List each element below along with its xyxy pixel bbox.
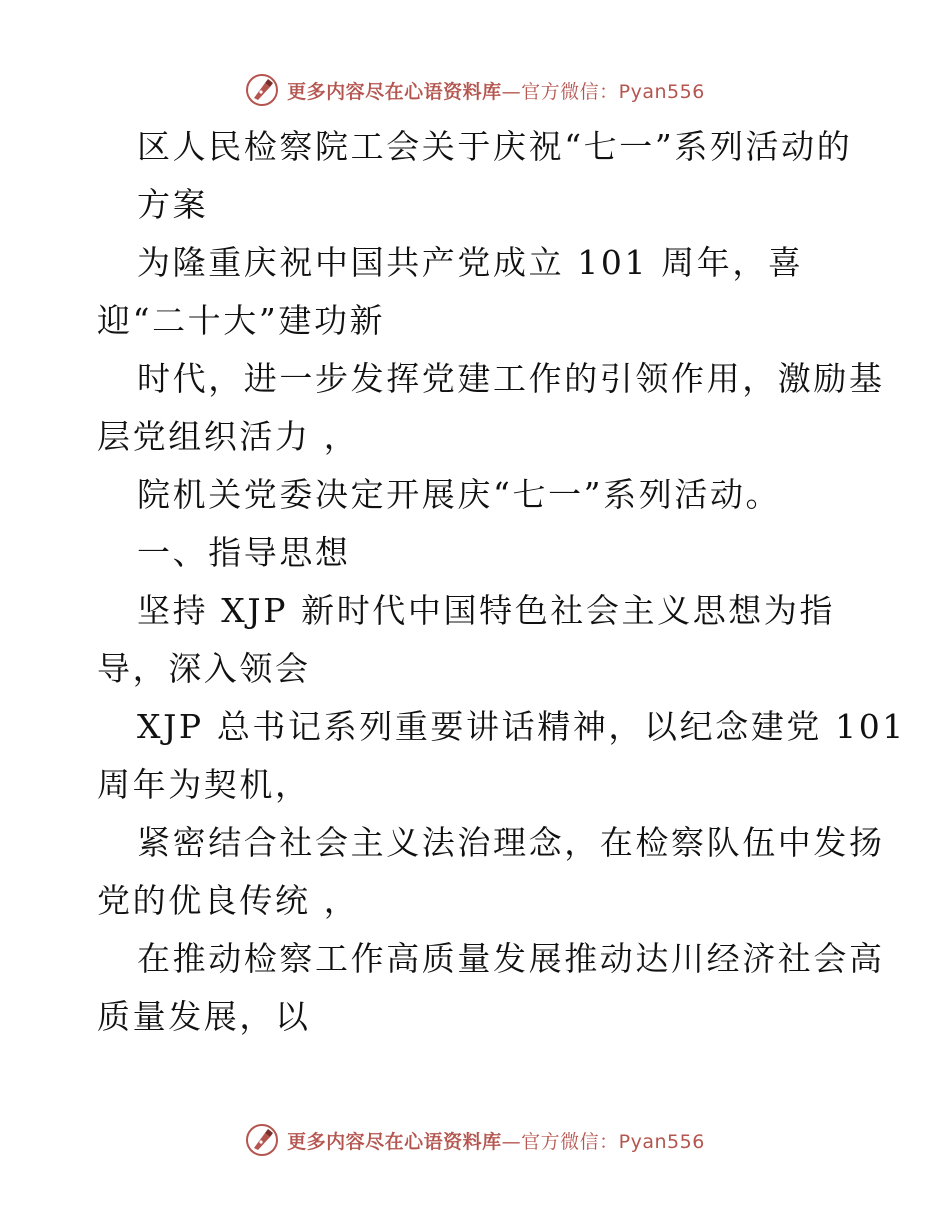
- paragraph-line: 在推动检察工作高质量发展推动达川经济社会高: [137, 939, 885, 978]
- header-watermark-banner: [0, 70, 950, 110]
- paragraph-line: 周年为契机，: [97, 765, 311, 804]
- footer-watermark-text: 更多内容尽在心语资料库—官方微信：Pyan556: [287, 1130, 705, 1153]
- footer-watermark-banner: [0, 1120, 950, 1160]
- paragraph-line: 质量发展，以: [97, 997, 311, 1036]
- paragraph-line: 紧密结合社会主义法治理念，在检察队伍中发扬: [137, 823, 885, 862]
- paragraph-line: 院机关党委决定开展庆“七一”系列活动。: [137, 475, 782, 514]
- doc-title-line-1: 区人民检察院工会关于庆祝“七一”系列活动的: [137, 127, 853, 166]
- paragraph-line: XJP 总书记系列重要讲话精神，以纪念建党 101: [137, 707, 906, 746]
- paragraph-line: 导，深入领会: [97, 649, 311, 688]
- paragraph-line: 党的优良传统 ，: [97, 881, 360, 920]
- paragraph-line: 时代，进一步发挥党建工作的引领作用，激励基: [137, 359, 885, 398]
- pen-nib-logo-icon: [245, 1123, 279, 1157]
- paragraph-line: 为隆重庆祝中国共产党成立 101 周年，喜: [137, 243, 804, 282]
- section-heading: 一、指导思想: [137, 533, 351, 572]
- doc-title-line-2: 方案: [137, 185, 209, 224]
- header-watermark-text: 更多内容尽在心语资料库—官方微信：Pyan556: [287, 80, 705, 103]
- paragraph-line: 层党组织活力 ，: [97, 417, 360, 456]
- document-body: [97, 118, 906, 1046]
- pen-nib-logo-icon: [245, 73, 279, 107]
- paragraph-line: 坚持 XJP 新时代中国特色社会主义思想为指: [137, 591, 836, 630]
- paragraph-line: 迎“二十大”建功新: [97, 301, 386, 340]
